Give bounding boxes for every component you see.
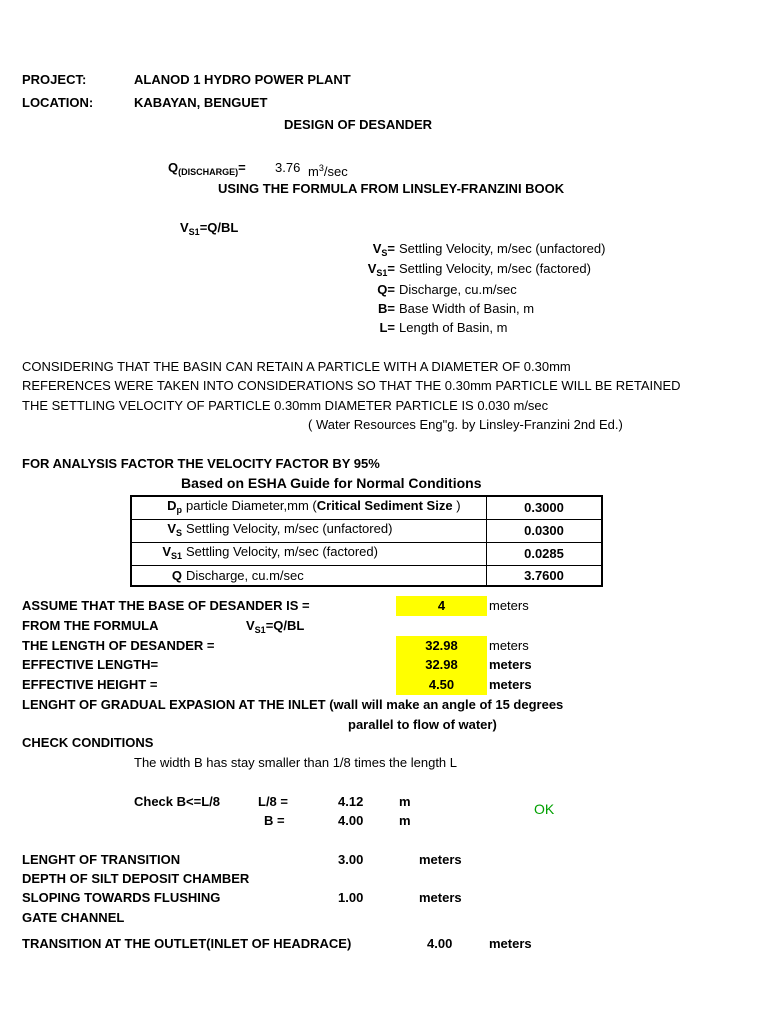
- table-cell-value: 0.3000: [487, 496, 603, 520]
- b-unit: m: [399, 813, 411, 828]
- table-description: Settling Velocity, m/sec (unfactored): [186, 521, 393, 536]
- silt-label: DEPTH OF SILT DEPOSIT CHAMBER: [22, 871, 250, 886]
- table-cell-value: 0.0300: [487, 520, 603, 543]
- table-description-bold: Critical Sediment Size: [316, 498, 453, 513]
- table-row: [131, 566, 602, 587]
- transition-unit: meters: [419, 852, 462, 867]
- sloping-label: SLOPING TOWARDS FLUSHING: [22, 890, 221, 905]
- table-cell-parameter: [131, 496, 487, 520]
- legend-equals: =: [387, 261, 395, 276]
- legend-description: Length of Basin, m: [399, 320, 508, 335]
- formula-rhs: =Q/BL: [199, 220, 239, 235]
- eff-height-unit: meters: [489, 677, 532, 692]
- from-formula-lhs: V: [246, 618, 255, 633]
- check-label: Check B<=L/8: [134, 794, 220, 809]
- table-symbol: [136, 567, 182, 585]
- formula: [180, 220, 238, 240]
- check-statement: The width B has stay smaller than 1/8 times the length L: [134, 755, 458, 770]
- from-formula: [246, 618, 304, 638]
- transition-label: LENGHT OF TRANSITION: [22, 852, 181, 867]
- discharge-unit: [308, 160, 348, 180]
- legend-symbol-letter: Q: [377, 282, 388, 297]
- paragraph-reference: ( Water Resources Eng"g. by Linsley-Franzini 2nd Ed.): [308, 417, 623, 432]
- table-row: [131, 520, 602, 543]
- discharge-value: 3.76: [275, 160, 301, 175]
- table-row: [131, 543, 602, 566]
- base-value: 4: [437, 598, 446, 613]
- discharge-unit-suffix: /sec: [323, 164, 348, 179]
- paragraph-line-3: THE SETTLING VELOCITY OF PARTICLE 0.30mm DIAMETER PARTICLE IS 0.030 m/sec: [22, 398, 549, 413]
- l8-unit: m: [399, 794, 411, 809]
- table-description-tail: ): [452, 498, 461, 513]
- legend-symbol-letter: L: [379, 320, 388, 335]
- discharge-unit-prefix: m: [308, 164, 319, 179]
- legend-symbol-sub: S1: [376, 268, 388, 278]
- discharge-symbol: Q: [168, 160, 179, 175]
- legend-symbol-letter: B: [378, 301, 388, 316]
- table-symbol: [136, 497, 182, 519]
- from-formula-label: FROM THE FORMULA: [22, 618, 159, 633]
- legend-symbol: [300, 261, 395, 281]
- legend-row: [300, 320, 507, 336]
- paragraph-line-1: CONSIDERING THAT THE BASIN CAN RETAIN A PARTICLE WITH A DIAMETER OF 0.30mm: [22, 359, 571, 374]
- l8-label: L/8 =: [258, 794, 288, 809]
- legend-description: Discharge, cu.m/sec: [399, 282, 517, 297]
- table-symbol-letter: V: [167, 521, 176, 536]
- legend-description: Settling Velocity, m/sec (factored): [399, 261, 591, 276]
- legend-symbol-sub: S: [381, 248, 388, 258]
- legend-symbol: [300, 301, 395, 317]
- project-label: PROJECT:: [22, 72, 87, 87]
- formula-lhs-sub: S1: [188, 227, 200, 237]
- table-symbol-letter: Q: [171, 567, 182, 583]
- base-label: ASSUME THAT THE BASE OF DESANDER IS =: [22, 598, 310, 613]
- table-cell-parameter: [131, 520, 487, 543]
- legend-row: [300, 301, 534, 317]
- sloping-value: 1.00: [338, 890, 364, 905]
- eff-height-label: EFFECTIVE HEIGHT =: [22, 677, 158, 692]
- analysis-note: FOR ANALYSIS FACTOR THE VELOCITY FACTOR BY 95%: [22, 456, 380, 471]
- project-value: ALANOD 1 HYDRO POWER PLANT: [134, 72, 351, 87]
- formula-lhs: V: [180, 220, 189, 235]
- page-title: DESIGN OF DESANDER: [284, 117, 433, 132]
- table-symbol: [136, 543, 182, 565]
- outlet-value: 4.00: [427, 936, 453, 951]
- eff-length-unit: meters: [489, 657, 532, 672]
- eff-height-value: 4.50: [428, 677, 455, 692]
- legend-equals: =: [387, 241, 395, 256]
- table-description: Discharge, cu.m/sec: [186, 567, 304, 583]
- check-heading: CHECK CONDITIONS: [22, 735, 154, 750]
- length-label: THE LENGTH OF DESANDER =: [22, 638, 215, 653]
- location-value: KABAYAN, BENGUET: [134, 95, 268, 110]
- b-label: B =: [264, 813, 285, 828]
- legend-row: [300, 241, 605, 261]
- l8-value: 4.12: [338, 794, 364, 809]
- table-symbol-sub: p: [176, 505, 182, 515]
- legend-symbol-letter: V: [367, 261, 377, 276]
- outlet-unit: meters: [489, 936, 532, 951]
- sloping-unit: meters: [419, 890, 462, 905]
- base-unit: meters: [489, 598, 529, 613]
- legend-row: [300, 261, 591, 281]
- gate-label: GATE CHANNEL: [22, 910, 125, 925]
- legend-symbol: [300, 241, 395, 261]
- legend-equals: =: [387, 320, 395, 335]
- legend-description: Settling Velocity, m/sec (unfactored): [399, 241, 606, 256]
- outlet-label: TRANSITION AT THE OUTLET(INLET OF HEADRACE): [22, 936, 352, 951]
- table-symbol: [136, 520, 182, 542]
- esha-table: [130, 495, 603, 587]
- discharge-subscript: (DISCHARGE): [178, 167, 239, 177]
- length-unit: meters: [489, 638, 529, 653]
- table-symbol-sub: S: [175, 528, 182, 538]
- table-cell-parameter: [131, 543, 487, 566]
- discharge-label: [168, 160, 246, 180]
- transition-value: 3.00: [338, 852, 364, 867]
- legend-equals: =: [387, 282, 395, 297]
- legend-row: [300, 282, 517, 298]
- discharge-unit-sup: 3: [318, 163, 324, 173]
- table-cell-value: 0.0285: [487, 543, 603, 566]
- formula-note: USING THE FORMULA FROM LINSLEY-FRANZINI BOOK: [218, 181, 565, 196]
- legend-symbol-letter: V: [372, 241, 382, 256]
- table-title: Based on ESHA Guide for Normal Conditions: [181, 475, 482, 491]
- table-symbol-sub: S1: [170, 551, 182, 561]
- expansion-line-1: LENGHT OF GRADUAL EXPASION AT THE INLET (wall will make an angle of 15 degrees: [22, 697, 564, 712]
- b-value: 4.00: [338, 813, 364, 828]
- table-description: particle Diameter,mm (: [186, 498, 317, 513]
- eff-length-label: EFFECTIVE LENGTH=: [22, 657, 159, 672]
- legend-symbol: [300, 282, 395, 298]
- table-cell-value: 3.7600: [487, 566, 603, 587]
- from-formula-rhs: =Q/BL: [265, 618, 305, 633]
- legend-equals: =: [387, 301, 395, 316]
- from-formula-sub: S1: [254, 625, 266, 635]
- check-result: OK: [534, 801, 555, 817]
- table-symbol-letter: V: [162, 544, 171, 559]
- table-row: [131, 496, 602, 520]
- legend-symbol: [300, 320, 395, 336]
- eff-length-value: 32.98: [425, 657, 458, 672]
- table-symbol-letter: D: [167, 498, 177, 513]
- legend-description: Base Width of Basin, m: [399, 301, 535, 316]
- expansion-line-2: parallel to flow of water): [348, 717, 497, 732]
- length-value: 32.98: [425, 638, 458, 653]
- discharge-equals: =: [238, 160, 246, 175]
- paragraph-line-2: REFERENCES WERE TAKEN INTO CONSIDERATIONS SO THAT THE 0.30mm PARTICLE WILL BE RETAINED: [22, 378, 681, 393]
- table-description: Settling Velocity, m/sec (factored): [186, 544, 378, 559]
- location-label: LOCATION:: [22, 95, 94, 110]
- table-cell-parameter: [131, 566, 487, 587]
